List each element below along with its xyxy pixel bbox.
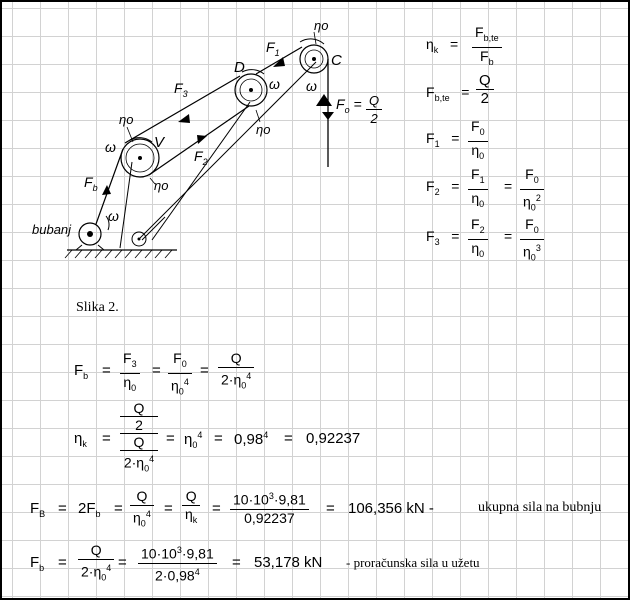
force-f2-label: $F_2$	[194, 148, 208, 167]
note-total-drum-force: ukupna sila na bubnju	[478, 500, 602, 515]
eta-v-label: ηo	[154, 178, 169, 193]
eta-top-label: ηo	[314, 18, 329, 33]
note-rope-force: - proračunska sila u užetu	[346, 555, 480, 570]
pulley-c-label: C	[331, 52, 342, 69]
force-f3-label: $F_3$	[174, 80, 188, 99]
omega-drum-label: ω	[108, 208, 119, 224]
omega-v-label: ω	[105, 139, 116, 155]
force-f1-label: $F_1$	[266, 39, 280, 58]
omega-d-label: ω	[269, 76, 280, 92]
eta-d-label: ηo	[256, 122, 271, 137]
eta-v-top-label: ηo	[119, 112, 134, 127]
pulley-v-label: V	[154, 134, 165, 151]
omega-c-label: ω	[306, 78, 317, 94]
force-f0-label: $F_o$ =	[336, 96, 362, 115]
figure-caption: Slika 2.	[76, 300, 119, 315]
page: ηo $F_1$ C D ω ω $F_o$ = $\frac{Q}{2}$ $F_3$ ηo ηo ω V $F_2$ ηo $F_b$ ω bubanj $\eta_k$ = $\frac{F_{b,te}}{F_b}$ $F_{b,te}$ = $\frac{Q}{2}$ $F_1$ = $\frac{F_0}{\eta_0}$ $F_2$ = $\frac{F_1}{\eta_0}$ = $\frac{F_0}{\eta_0^2}$ $F_3$ = $\frac{F_2}{\eta_0}$ = $\frac{F_0}{\eta_0^3}$ Slika 2. $F_b$ = $\frac{F_3}{\eta_0}$ = $\frac{F_0}{\eta_0^4}$ = $\frac{Q}{2\cdot\eta_0^4}$ $\eta_k$ = Q 2 Q $2\cdot\eta_0^4$ = $\eta_0^4$ = 0,98$^4$ = 0,92237 $F_B$ = $2F_b$ = $\frac{Q}{\eta_0^4}$ = $\frac{Q}{\eta_k}$ = $\frac{10\cdot 10^3\cdot 9,81}{0,92237}$ = 106,356 kN - ukupna sila na bubnju $F_b$ = $\frac{Q}{2\cdot\eta_0^4}$ = $\frac{10\cdot 10^3\cdot 9,81}{2\cdot 0,98^4}$ = 53,178 kN - proračunska sila u užetu	[0, 0, 630, 600]
force-fb-label: $F_b$	[84, 174, 98, 193]
pulley-d-label: D	[234, 59, 245, 76]
drum-label: bubanj	[32, 222, 72, 237]
force-f0-fraction: $\frac{Q}{2}$	[366, 92, 382, 127]
